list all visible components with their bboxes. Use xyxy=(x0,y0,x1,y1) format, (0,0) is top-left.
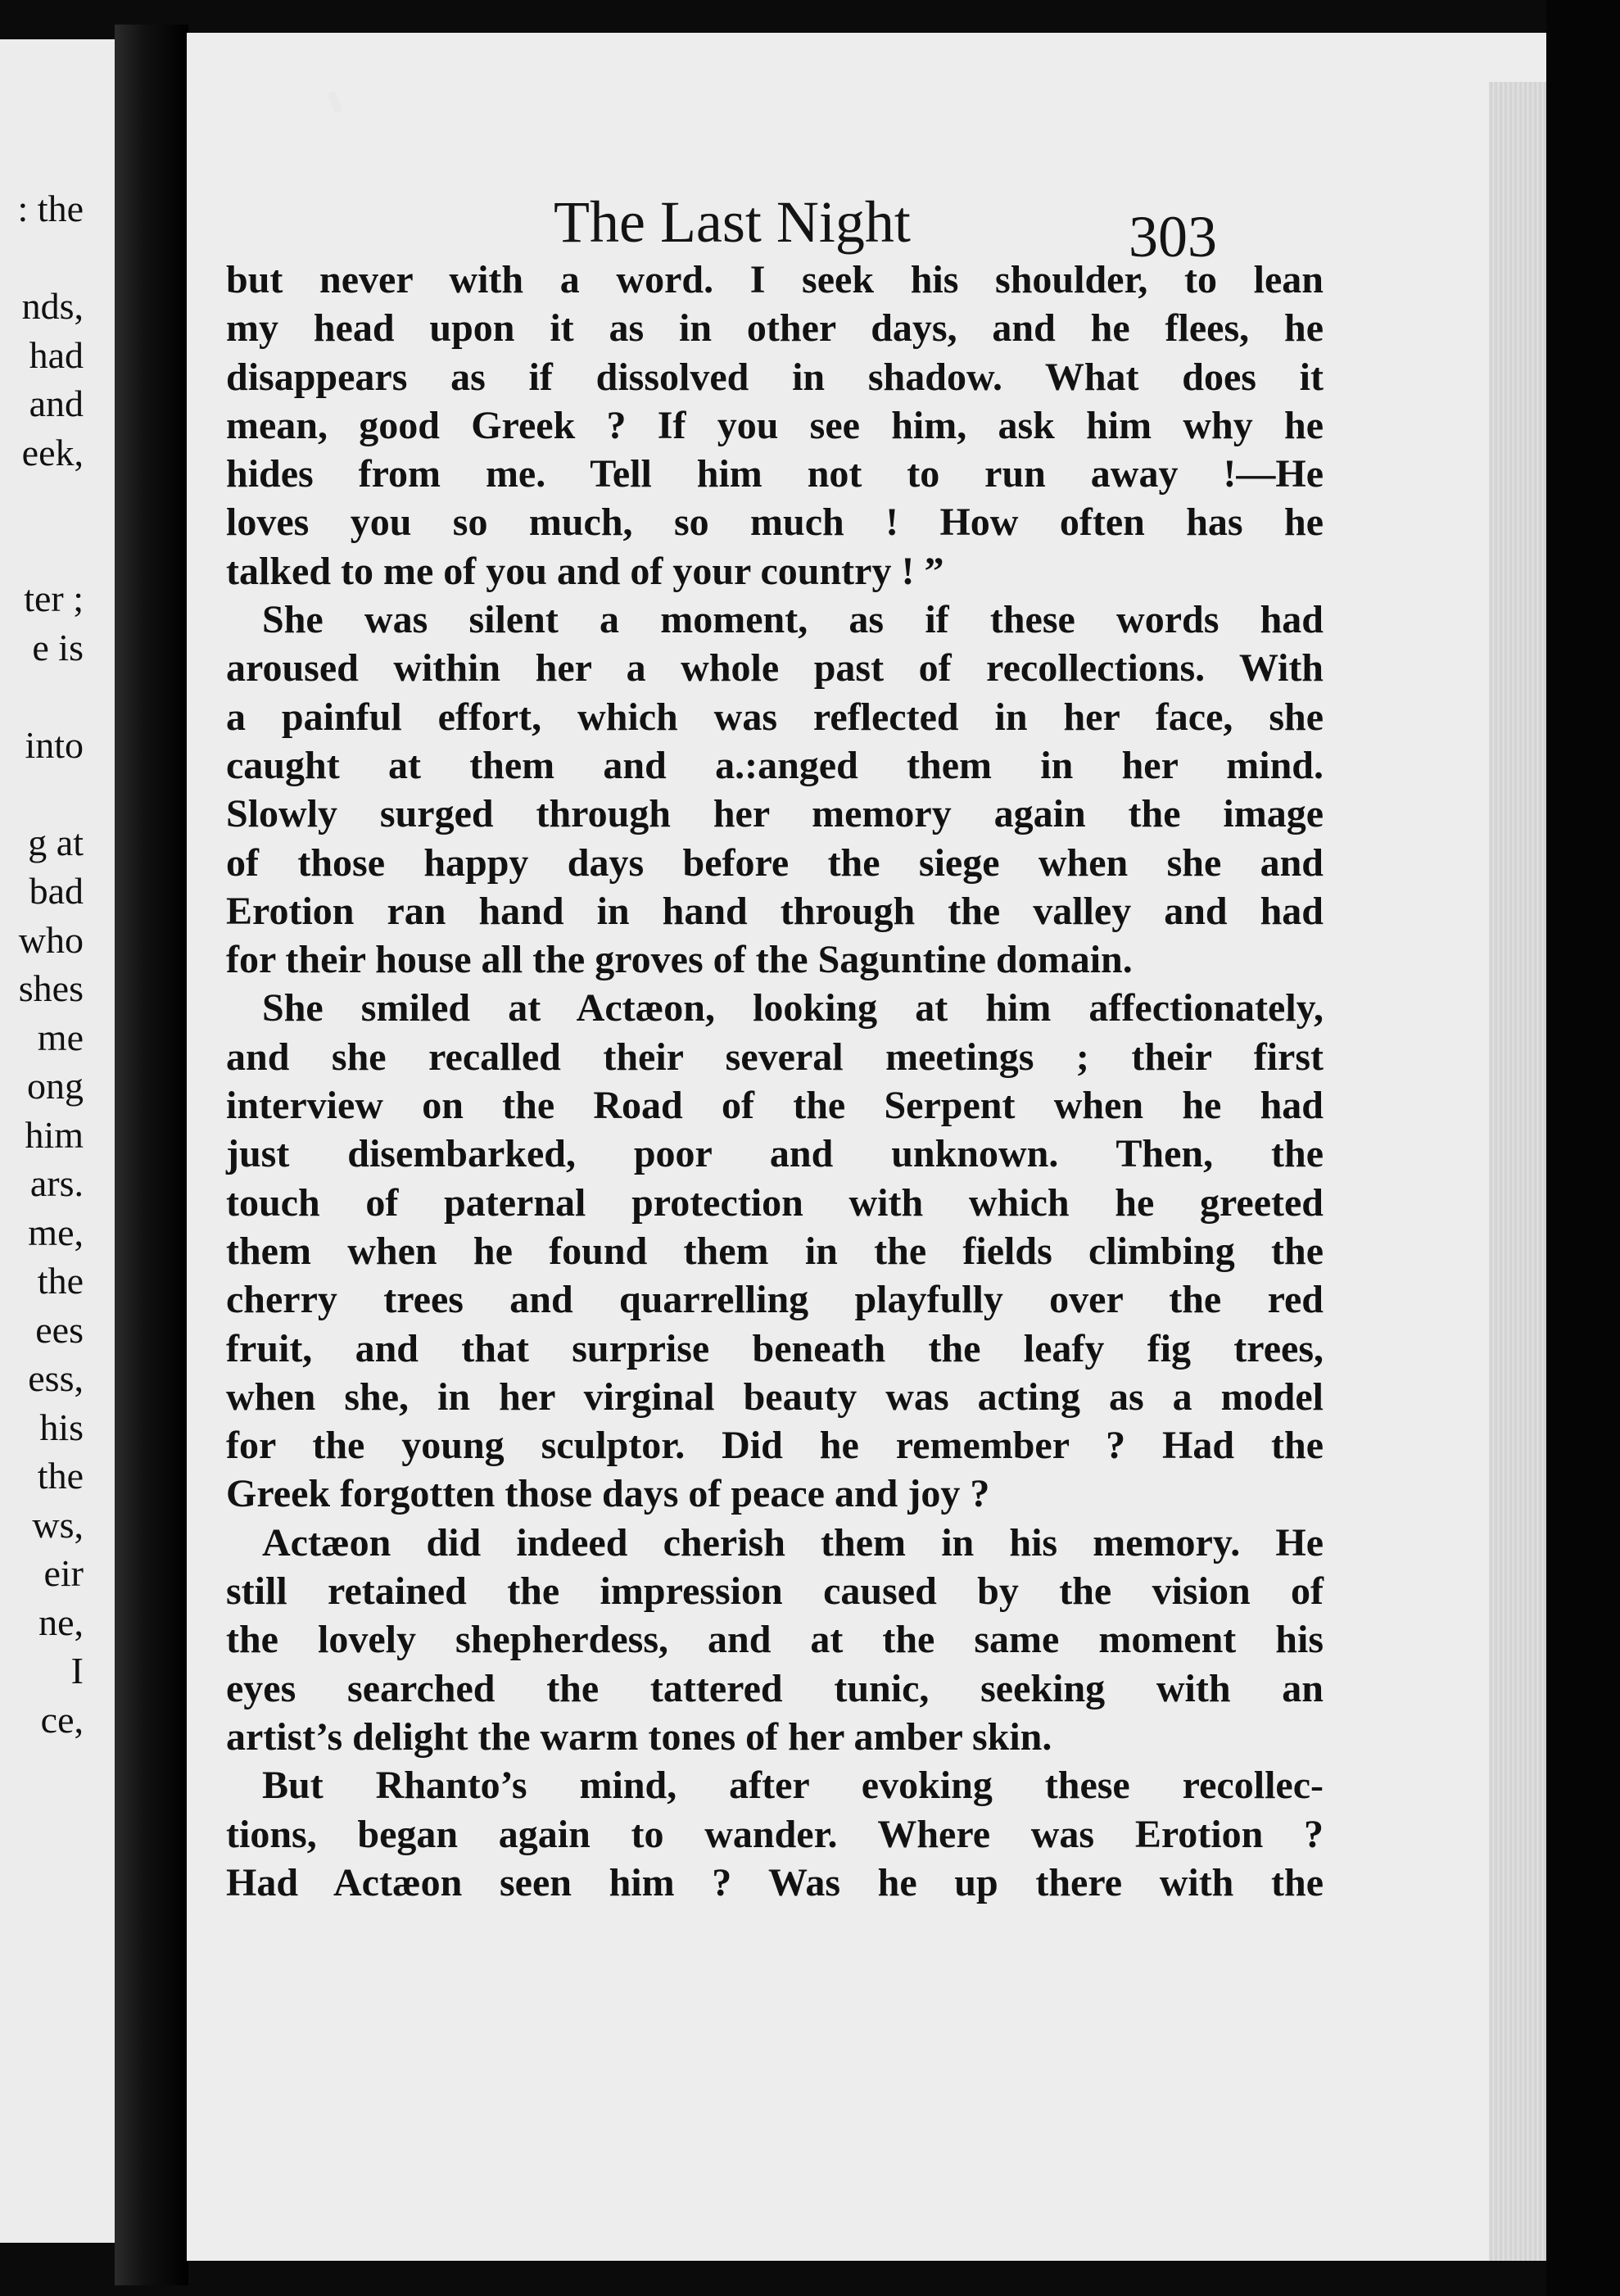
text-line: eyes searched the tattered tunic, seeking with an xyxy=(226,1666,1324,1710)
facing-page-line-fragment: eek, xyxy=(21,431,84,473)
scan-border xyxy=(1546,0,1620,2296)
text-line: She smiled at Actæon, looking at him affectionately, xyxy=(262,986,1324,1030)
facing-page-line-fragment: had xyxy=(29,333,84,376)
text-line: Erotion ran hand in hand through the valley and had xyxy=(226,889,1324,933)
facing-page-line-fragment: nds, xyxy=(21,285,84,327)
text-line: disappears as if dissolved in shadow. What does it xyxy=(226,355,1324,399)
text-line: them when he found them in the fields climbing the xyxy=(226,1229,1324,1273)
facing-page-line-fragment: the xyxy=(37,1455,84,1497)
text-line: for the young sculptor. Did he remember ? Had the xyxy=(226,1424,1324,1468)
text-line: tions, began again to wander. Where was Erotion ? xyxy=(226,1812,1324,1856)
text-line: Actæon did indeed cherish them in his memory. He xyxy=(262,1520,1324,1565)
text-line: But Rhanto’s mind, after evoking these recollec- xyxy=(262,1764,1324,1808)
facing-page-line-fragment: who xyxy=(18,918,84,961)
text-line: a painful effort, which was reflected in her face, she xyxy=(226,695,1324,739)
facing-page-line-fragment: g at xyxy=(28,821,84,863)
book-gutter xyxy=(115,25,188,2285)
page-number: 303 xyxy=(1129,204,1217,269)
text-line: loves you so much, so much ! How often has he xyxy=(226,500,1324,545)
facing-page-line-fragment: ne, xyxy=(38,1601,84,1643)
facing-page-line-fragment: ong xyxy=(27,1065,84,1107)
facing-page-line-fragment: ars. xyxy=(29,1162,84,1204)
facing-page-line-fragment: ter ; xyxy=(24,577,84,619)
text-line: the lovely shepherdess, and at the same moment his xyxy=(226,1618,1324,1662)
page-edge-stack xyxy=(1489,82,1546,2261)
text-line: talked to me of you and of your country ! ” xyxy=(226,549,944,593)
facing-page-line-fragment: ess, xyxy=(28,1357,84,1399)
facing-page-line-fragment: me xyxy=(37,1016,84,1058)
text-line: artist’s delight the warm tones of her amber skin. xyxy=(226,1714,1052,1759)
text-line: She was silent a moment, as if these words had xyxy=(262,598,1324,642)
text-line: hides from me. Tell him not to run away !—He xyxy=(226,452,1324,496)
book-page xyxy=(187,33,1546,2261)
text-line: just disembarked, poor and unknown. Then, the xyxy=(226,1132,1324,1176)
text-line: Greek forgotten those days of peace and joy ? xyxy=(226,1472,990,1516)
text-line: fruit, and that surprise beneath the leafy fig trees, xyxy=(226,1326,1324,1370)
text-line: but never with a word. I seek his shoulder, to lean xyxy=(226,258,1324,301)
facing-page-line-fragment: me, xyxy=(28,1211,84,1253)
facing-page-line-fragment: and xyxy=(29,383,84,424)
text-line: still retained the impression caused by the vision of xyxy=(226,1569,1324,1614)
facing-page-line-fragment: ees xyxy=(35,1308,84,1351)
facing-page-line-fragment: shes xyxy=(18,967,84,1009)
text-line: Had Actæon seen him ? Was he up there with the xyxy=(226,1860,1324,1904)
text-line: touch of paternal protection with which he greeted xyxy=(226,1180,1324,1225)
facing-page-line-fragment: e is xyxy=(32,626,84,668)
facing-page-line-fragment: ws, xyxy=(32,1503,84,1546)
running-head xyxy=(187,156,1546,269)
text-line: when she, in her virginal beauty was acting as a model xyxy=(226,1374,1324,1419)
text-line: aroused within her a whole past of recollections. With xyxy=(226,646,1324,691)
facing-page-line-fragment: his xyxy=(39,1406,84,1448)
facing-page-line-fragment: into xyxy=(25,723,84,766)
facing-page-line-fragment: bad xyxy=(29,870,84,912)
facing-page-line-fragment: I xyxy=(70,1650,84,1691)
text-line: mean, good Greek ? If you see him, ask him why he xyxy=(226,403,1324,447)
facing-page-text xyxy=(0,39,115,2243)
facing-page-line-fragment: ce, xyxy=(40,1698,84,1741)
running-head-title: The Last Night xyxy=(554,189,911,255)
facing-page-line-fragment: the xyxy=(37,1260,84,1302)
text-line: and she recalled their several meetings ; their first xyxy=(226,1035,1324,1079)
scan-blemish xyxy=(328,91,342,114)
facing-page-line-fragment: him xyxy=(25,1113,84,1156)
text-line: caught at them and a.:anged them in her mind. xyxy=(226,743,1324,787)
text-line: Slowly surged through her memory again the image xyxy=(226,792,1324,836)
facing-page-fragment xyxy=(0,39,115,2243)
text-line: interview on the Road of the Serpent when he had xyxy=(226,1084,1324,1128)
facing-page-line-fragment: eir xyxy=(43,1552,84,1594)
body-text xyxy=(226,256,1324,1907)
text-line: cherry trees and quarrelling playfully over the red xyxy=(226,1278,1324,1322)
text-line: of those happy days before the siege when she and xyxy=(226,840,1324,885)
text-line: my head upon it as in other days, and he flees, he xyxy=(226,306,1324,351)
facing-page-line-fragment: : the xyxy=(17,188,84,229)
text-line: for their house all the groves of the Saguntine domain. xyxy=(226,938,1133,982)
